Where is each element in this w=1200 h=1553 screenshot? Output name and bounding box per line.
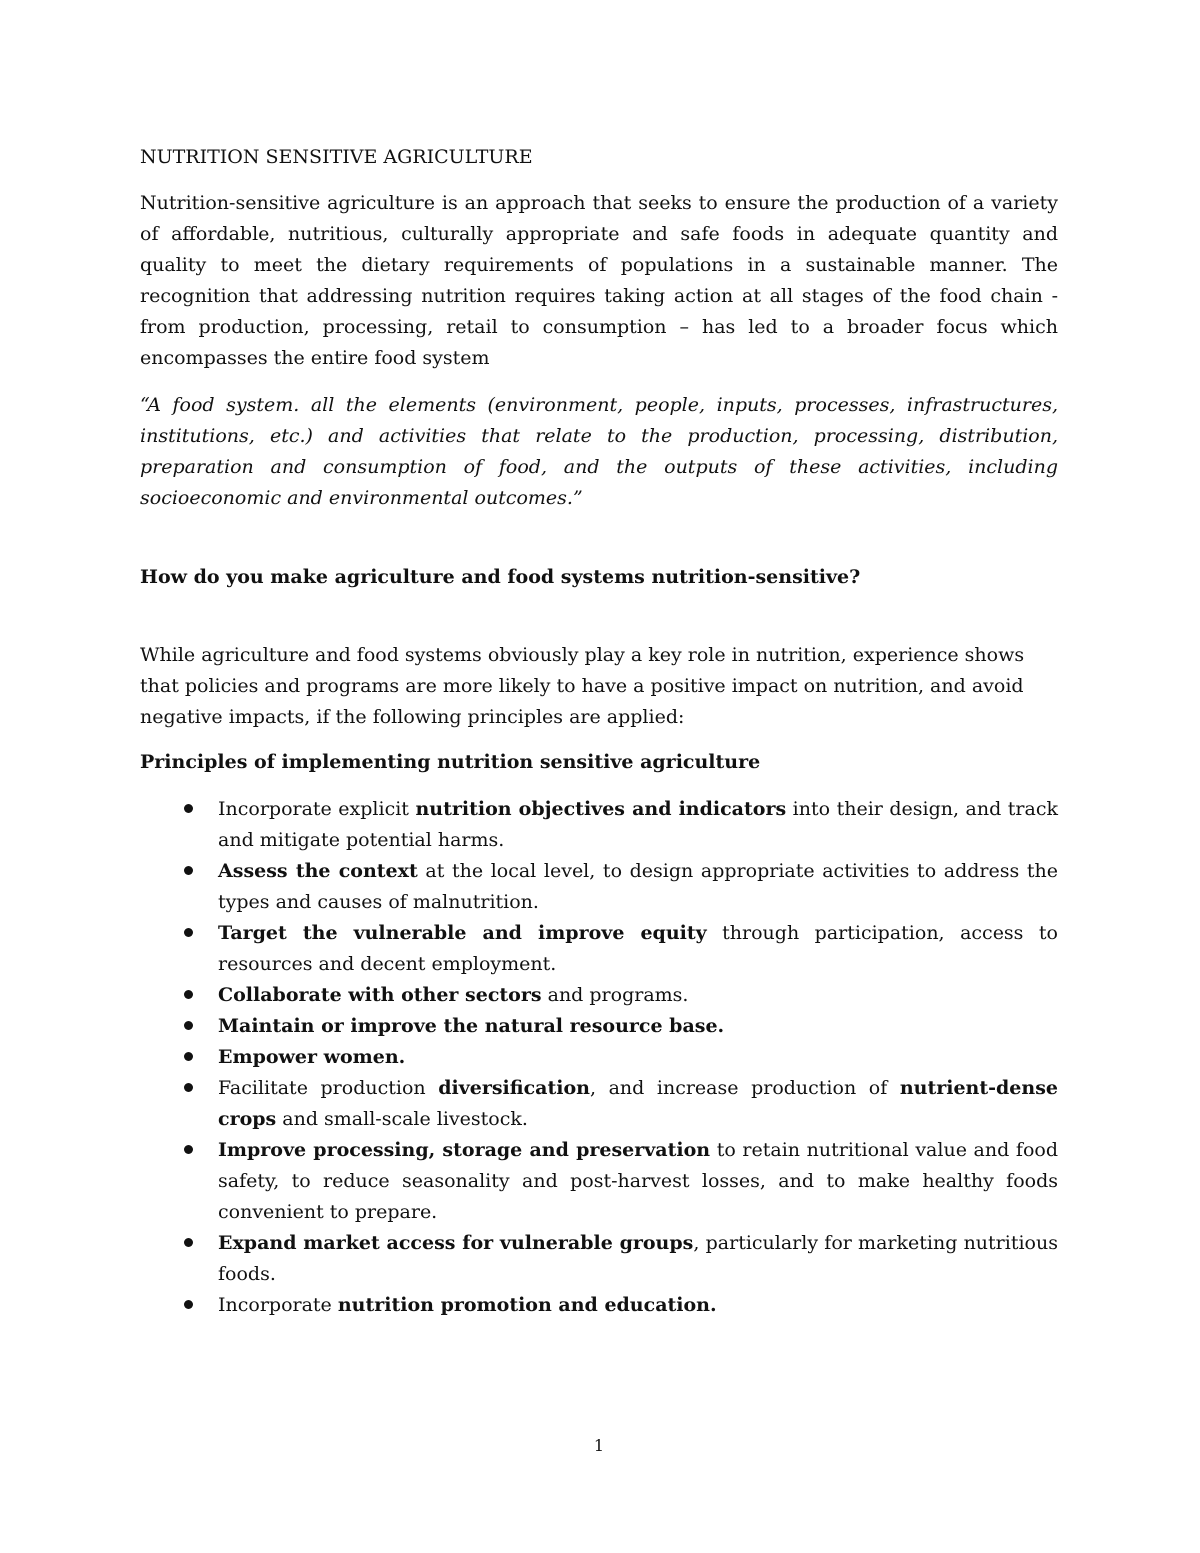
list-item: Improve processing, storage and preservation to retain nutritional value and food safety, to reduce seasonality and post-harvest losses, and to make healthy foods convenient to prepare. <box>140 1135 1058 1228</box>
list-item: Expand market access for vulnerable groups, particularly for marketing nutritious foods. <box>140 1228 1058 1290</box>
principles-intro-paragraph: While agriculture and food systems obviously play a key role in nutrition, experience shows that policies and programs are more likely to have a positive impact on nutrition, and avoid negative impacts, if the following principles are applied: <box>140 644 1025 728</box>
bullet-icon <box>184 866 193 875</box>
list-item: Collaborate with other sectors and programs. <box>140 980 1058 1011</box>
list-item: Empower women. <box>140 1042 1058 1073</box>
intro-paragraph: Nutrition-sensitive agriculture is an approach that seeks to ensure the production of a variety of affordable, nutritious, culturally appropriate and safe foods in adequate quantity and quality to meet the dietary requirements of populations in a sustainable manner. The recognition that addressing nutrition requires taking action at all stages of the food chain - from production, processing, retail to consumption – has led to a broader focus which encompasses the entire food system <box>140 192 1058 369</box>
list-item: Target the vulnerable and improve equity through participation, access to resources and decent employment. <box>140 918 1058 980</box>
principles-list <box>140 794 1058 1321</box>
bullet-icon <box>184 1145 193 1154</box>
bullet-icon <box>184 1052 193 1061</box>
bullet-icon <box>184 928 193 937</box>
bullet-icon <box>184 1083 193 1092</box>
list-item: Facilitate production diversification, and increase production of nutrient-dense crops and small-scale livestock. <box>140 1073 1058 1135</box>
food-system-quote: “A food system. all the elements (environment, people, inputs, processes, infrastructures, institutions, etc.) and activities that relate to the production, processing, distribution, preparation and consumption of food, and the outputs of these activities, including socioeconomic and environmental outcomes.” <box>140 394 1058 509</box>
bullet-icon <box>184 804 193 813</box>
bullet-icon <box>184 1238 193 1247</box>
list-item: Assess the context at the local level, to design appropriate activities to address the types and causes of malnutrition. <box>140 856 1058 918</box>
list-item: Incorporate explicit nutrition objectives and indicators into their design, and track and mitigate potential harms. <box>140 794 1058 856</box>
page-number: 1 <box>593 1436 605 1455</box>
bullet-icon <box>184 1300 193 1309</box>
list-item: Incorporate nutrition promotion and education. <box>140 1290 1058 1321</box>
document-title: NUTRITION SENSITIVE AGRICULTURE <box>140 146 533 168</box>
bullet-icon <box>184 1021 193 1030</box>
heading-principles: Principles of implementing nutrition sensitive agriculture <box>140 751 761 773</box>
list-item: Maintain or improve the natural resource base. <box>140 1011 1058 1042</box>
bullet-icon <box>184 990 193 999</box>
heading-how: How do you make agriculture and food systems nutrition-sensitive? <box>140 566 861 588</box>
document-page <box>140 0 1058 1553</box>
